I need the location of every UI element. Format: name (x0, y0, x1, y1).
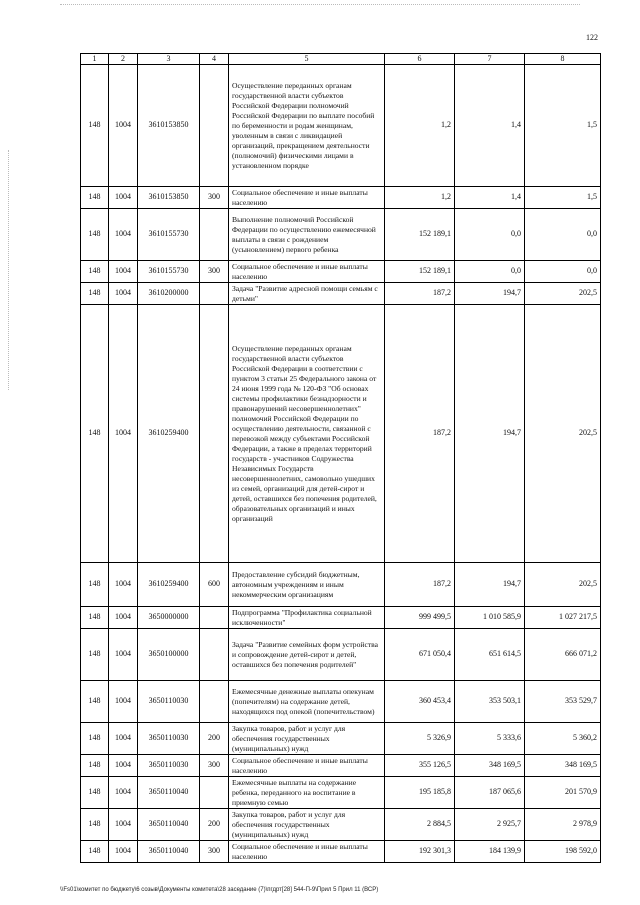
expense-type-cell: 300 (200, 187, 229, 209)
column-header: 2 (109, 54, 138, 65)
section-code-cell: 1004 (109, 809, 138, 841)
table-row (81, 681, 601, 723)
table-row (81, 563, 601, 607)
amount-year1-cell: 192 301,3 (385, 841, 455, 863)
amount-year1-cell: 187,2 (385, 305, 455, 563)
expense-type-cell: 200 (200, 723, 229, 755)
target-article-cell: 3610259400 (138, 563, 200, 607)
gov-code-cell: 148 (81, 187, 109, 209)
table-row (81, 261, 601, 283)
amount-year2-cell: 348 169,5 (455, 755, 525, 777)
section-code-cell: 1004 (109, 187, 138, 209)
expense-type-cell (200, 305, 229, 563)
amount-year1-cell: 152 189,1 (385, 261, 455, 283)
amount-year3-cell: 202,5 (525, 305, 601, 563)
expense-type-cell (200, 681, 229, 723)
amount-year1-cell: 355 126,5 (385, 755, 455, 777)
expense-type-cell (200, 629, 229, 681)
target-article-cell: 3610200000 (138, 283, 200, 305)
amount-year3-cell: 5 360,2 (525, 723, 601, 755)
expense-type-cell: 200 (200, 809, 229, 841)
gov-code-cell: 148 (81, 65, 109, 187)
gov-code-cell: 148 (81, 283, 109, 305)
section-code-cell: 1004 (109, 65, 138, 187)
description-cell: Задача "Развитие семейных форм устройства и сопровождение детей-сирот и детей, оставшихся без попечения родителей" (229, 629, 385, 681)
table-body (81, 65, 601, 863)
table-row (81, 841, 601, 863)
description-cell: Выполнение полномочий Российской Федерации по осуществлению ежемесячной выплаты в связи с рождением (усыновлением) первого ребенка (229, 209, 385, 261)
amount-year1-cell: 1,2 (385, 187, 455, 209)
target-article-cell: 3610155730 (138, 209, 200, 261)
target-article-cell: 3650110030 (138, 681, 200, 723)
table-row (81, 629, 601, 681)
description-cell: Социальное обеспечение и иные выплаты населению (229, 841, 385, 863)
amount-year2-cell: 2 925,7 (455, 809, 525, 841)
gov-code-cell: 148 (81, 723, 109, 755)
amount-year1-cell: 1,2 (385, 65, 455, 187)
gov-code-cell: 148 (81, 629, 109, 681)
expense-type-cell: 300 (200, 261, 229, 283)
column-header: 4 (200, 54, 229, 65)
amount-year1-cell: 360 453,4 (385, 681, 455, 723)
target-article-cell: 3610155730 (138, 261, 200, 283)
amount-year3-cell: 0,0 (525, 209, 601, 261)
amount-year1-cell: 999 499,5 (385, 607, 455, 629)
table-row (81, 755, 601, 777)
target-article-cell: 3650100000 (138, 629, 200, 681)
expense-type-cell (200, 777, 229, 809)
table-row (81, 607, 601, 629)
description-cell: Ежемесячные денежные выплаты опекунам (попечителям) на содержание детей, находящихся под опекой (попечительством) (229, 681, 385, 723)
amount-year1-cell: 2 884,5 (385, 809, 455, 841)
amount-year3-cell: 201 570,9 (525, 777, 601, 809)
table-row (81, 209, 601, 261)
amount-year3-cell: 2 978,9 (525, 809, 601, 841)
amount-year2-cell: 0,0 (455, 261, 525, 283)
gov-code-cell: 148 (81, 305, 109, 563)
amount-year2-cell: 1,4 (455, 65, 525, 187)
amount-year3-cell: 666 071,2 (525, 629, 601, 681)
amount-year2-cell: 353 503,1 (455, 681, 525, 723)
description-cell: Задача "Развитие адресной помощи семьям с детьми" (229, 283, 385, 305)
description-cell: Социальное обеспечение и иные выплаты населению (229, 187, 385, 209)
gov-code-cell: 148 (81, 841, 109, 863)
budget-table (80, 53, 601, 863)
amount-year3-cell: 202,5 (525, 283, 601, 305)
amount-year1-cell: 5 326,9 (385, 723, 455, 755)
description-cell: Осуществление переданных органам государственной власти субъектов Российской Федерации в соответствии с пунктом 3 статьи 25 Федерального закона от 24 июня 1999 года № 120-ФЗ "Об основах системы профилактики безнадзорности и правонарушений несовершеннолетних" полномочий Российской Федерации по осуществлению деятельности, связанной с перевозкой между субъектами Российской Федерации, а также в пределах территорий государств - участников Содружества Независимых Государств несовершеннолетних, самовольно ушедших из семей, организаций для детей-сирот и детей, оставшихся без попечения родителей, образовательных организаций и иных организаций (229, 305, 385, 563)
amount-year2-cell: 0,0 (455, 209, 525, 261)
amount-year3-cell: 353 529,7 (525, 681, 601, 723)
description-cell: Подпрограмма "Профилактика социальной исключенности" (229, 607, 385, 629)
amount-year3-cell: 0,0 (525, 261, 601, 283)
amount-year1-cell: 195 185,8 (385, 777, 455, 809)
expense-type-cell: 300 (200, 755, 229, 777)
section-code-cell: 1004 (109, 607, 138, 629)
section-code-cell: 1004 (109, 681, 138, 723)
gov-code-cell: 148 (81, 261, 109, 283)
expense-type-cell (200, 65, 229, 187)
amount-year2-cell: 194,7 (455, 563, 525, 607)
gov-code-cell: 148 (81, 563, 109, 607)
column-header: 7 (455, 54, 525, 65)
table-row (81, 809, 601, 841)
amount-year2-cell: 184 139,9 (455, 841, 525, 863)
amount-year1-cell: 671 050,4 (385, 629, 455, 681)
target-article-cell: 3650110030 (138, 723, 200, 755)
target-article-cell: 3650110040 (138, 777, 200, 809)
table-row (81, 305, 601, 563)
column-header: 1 (81, 54, 109, 65)
expense-type-cell: 300 (200, 841, 229, 863)
section-code-cell: 1004 (109, 563, 138, 607)
amount-year2-cell: 1,4 (455, 187, 525, 209)
amount-year3-cell: 1,5 (525, 187, 601, 209)
section-code-cell: 1004 (109, 723, 138, 755)
amount-year1-cell: 152 189,1 (385, 209, 455, 261)
amount-year2-cell: 1 010 585,9 (455, 607, 525, 629)
description-cell: Предоставление субсидий бюджетным, автономным учреждениям и иным некоммерческим организациям (229, 563, 385, 607)
amount-year2-cell: 187 065,6 (455, 777, 525, 809)
amount-year1-cell: 187,2 (385, 563, 455, 607)
amount-year2-cell: 194,7 (455, 283, 525, 305)
amount-year3-cell: 202,5 (525, 563, 601, 607)
page-number: 122 (586, 33, 598, 42)
expense-type-cell (200, 607, 229, 629)
column-header: 6 (385, 54, 455, 65)
description-cell: Ежемесячные выплаты на содержание ребенка, переданного на воспитание в приемную семью (229, 777, 385, 809)
description-cell: Социальное обеспечение и иные выплаты населению (229, 261, 385, 283)
target-article-cell: 3650000000 (138, 607, 200, 629)
column-header: 3 (138, 54, 200, 65)
amount-year1-cell: 187,2 (385, 283, 455, 305)
column-header: 5 (229, 54, 385, 65)
description-cell: Осуществление переданных органам государственной власти субъектов Российской Федерации полномочий Российской Федерации по выплате пособий по беременности и родам женщинам, уволенным в связи с ликвидацией организаций, прекращением деятельности (полномочий) физическими лицами в установленном порядке (229, 65, 385, 187)
amount-year3-cell: 348 169,5 (525, 755, 601, 777)
section-code-cell: 1004 (109, 629, 138, 681)
section-code-cell: 1004 (109, 777, 138, 809)
column-header: 8 (525, 54, 601, 65)
expense-type-cell: 600 (200, 563, 229, 607)
gov-code-cell: 148 (81, 209, 109, 261)
description-cell: Закупка товаров, работ и услуг для обеспечения государственных (муниципальных) нужд (229, 809, 385, 841)
description-cell: Социальное обеспечение и иные выплаты населению (229, 755, 385, 777)
target-article-cell: 3650110040 (138, 809, 200, 841)
description-cell: Закупка товаров, работ и услуг для обеспечения государственных (муниципальных) нужд (229, 723, 385, 755)
gov-code-cell: 148 (81, 681, 109, 723)
amount-year2-cell: 5 333,6 (455, 723, 525, 755)
scan-artifact-top (60, 4, 580, 9)
gov-code-cell: 148 (81, 755, 109, 777)
amount-year3-cell: 1 027 217,5 (525, 607, 601, 629)
table-row (81, 283, 601, 305)
section-code-cell: 1004 (109, 841, 138, 863)
section-code-cell: 1004 (109, 305, 138, 563)
gov-code-cell: 148 (81, 809, 109, 841)
target-article-cell: 3650110030 (138, 755, 200, 777)
table-row (81, 187, 601, 209)
table-header-row (81, 54, 601, 65)
file-path-footer: \\Fs01\комитет по бюджету\6 созыв\Документы комитета\28 заседание (7)\пгдрт[28] 544-П-9\Прил 5 Прил 11 (ВСР) (60, 887, 379, 893)
table-row (81, 65, 601, 187)
gov-code-cell: 148 (81, 777, 109, 809)
amount-year2-cell: 194,7 (455, 305, 525, 563)
target-article-cell: 3610153850 (138, 187, 200, 209)
amount-year3-cell: 198 592,0 (525, 841, 601, 863)
gov-code-cell: 148 (81, 607, 109, 629)
target-article-cell: 3650110040 (138, 841, 200, 863)
amount-year2-cell: 651 614,5 (455, 629, 525, 681)
target-article-cell: 3610259400 (138, 305, 200, 563)
section-code-cell: 1004 (109, 283, 138, 305)
target-article-cell: 3610153850 (138, 65, 200, 187)
table-row (81, 777, 601, 809)
section-code-cell: 1004 (109, 261, 138, 283)
section-code-cell: 1004 (109, 755, 138, 777)
expense-type-cell (200, 209, 229, 261)
amount-year3-cell: 1,5 (525, 65, 601, 187)
section-code-cell: 1004 (109, 209, 138, 261)
scan-artifact-left (8, 150, 10, 390)
expense-type-cell (200, 283, 229, 305)
table-row (81, 723, 601, 755)
